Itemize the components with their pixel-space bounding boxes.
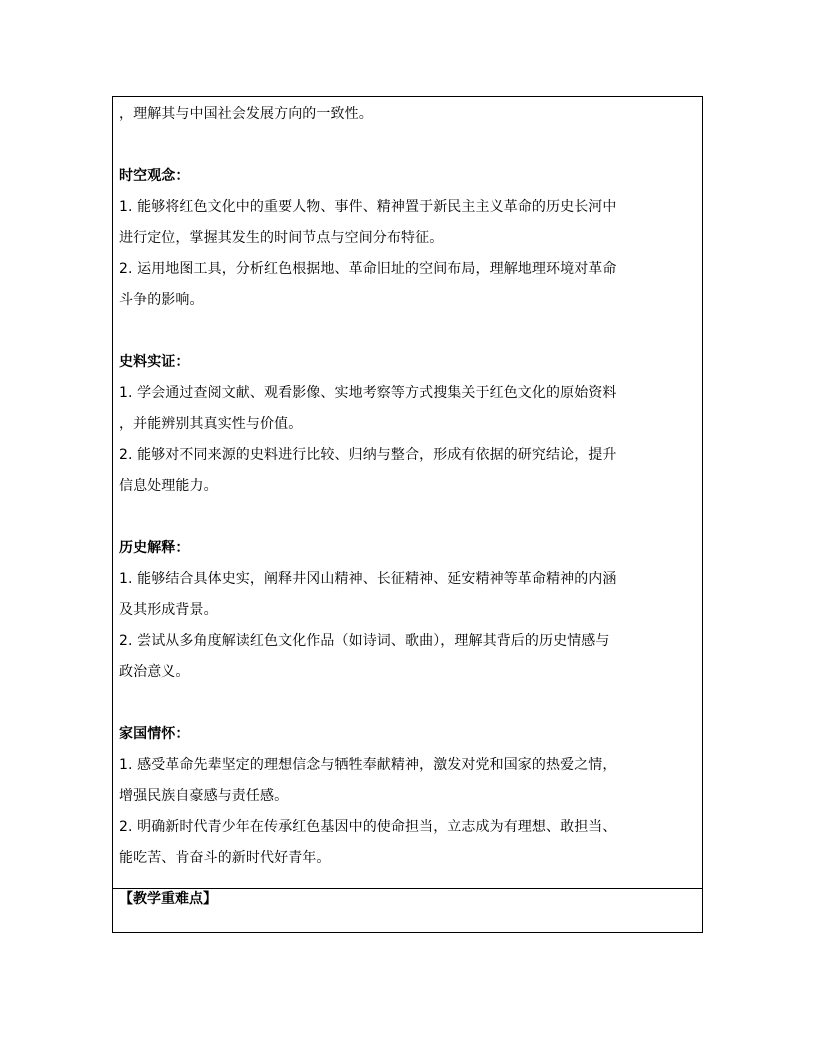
section-line: 政治意义。 (119, 664, 190, 680)
section-spacetime (119, 161, 697, 316)
section-line: 进行定位，掌握其发生的时间节点与空间分布特征。 (119, 230, 444, 246)
content-table (112, 96, 703, 933)
section-line: 斗争的影响。 (119, 292, 204, 308)
section-line: 及其形成背景。 (119, 602, 218, 618)
section-line: 2. 明确新时代青少年在传承红色基因中的使命担当，立志成为有理想、敢担当、 (119, 819, 617, 835)
section-interpretation (119, 533, 697, 688)
section-line: 1. 感受革命先辈坚定的理想信念与牺牲奉献精神，激发对党和国家的热爱之情， (119, 757, 617, 773)
section-line: 1. 能够结合具体史实，阐释井冈山精神、长征精神、延安精神等革命精神的内涵 (119, 571, 617, 587)
key-difficult-points-heading: 【教学重难点】 (119, 891, 217, 907)
section-line: 增强民族自豪感与责任感。 (119, 788, 289, 804)
section-line: 2. 能够对不同来源的史料进行比较、归纳与整合，形成有依据的研究结论，提升 (119, 447, 617, 463)
section-line: 2. 尝试从多角度解读红色文化作品（如诗词、歌曲），理解其背后的历史情感与 (119, 633, 610, 649)
intro-line: ，理解其与中国社会发展方向的一致性。 (119, 106, 373, 122)
section-line: 能吃苦、肯奋斗的新时代好青年。 (119, 850, 331, 866)
objectives-cell (119, 99, 697, 874)
section-patriotism (119, 719, 697, 874)
section-line: 1. 能够将红色文化中的重要人物、事件、精神置于新民主主义革命的历史长河中 (119, 199, 617, 215)
section-line: 1. 学会通过查阅文献、观看影像、实地考察等方式搜集关于红色文化的原始资料 (119, 385, 617, 401)
section-line: 2. 运用地图工具，分析红色根据地、革命旧址的空间布局，理解地理环境对革命 (119, 261, 617, 277)
section-line: 信息处理能力。 (119, 478, 218, 494)
section-title: 历史解释： (119, 540, 190, 556)
section-title: 时空观念： (119, 168, 190, 184)
section-title: 史料实证： (119, 354, 190, 370)
section-line: ，并能辨别其真实性与价值。 (119, 416, 303, 432)
section-title: 家国情怀： (119, 726, 190, 742)
section-evidence (119, 347, 697, 502)
